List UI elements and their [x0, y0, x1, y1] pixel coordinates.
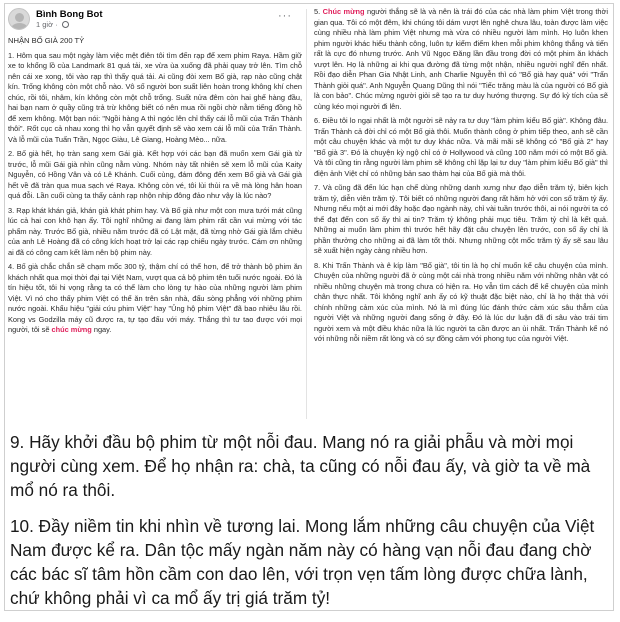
paragraph-4 [8, 262, 302, 336]
avatar[interactable] [8, 8, 30, 30]
paragraph-5-num: 5. [314, 7, 321, 16]
author-name[interactable]: Bình Bong Bot [36, 8, 103, 20]
post-time[interactable]: 1 giờ [36, 19, 54, 29]
enlarged-excerpt [10, 430, 606, 622]
paragraph-6: 6. Điều tôi lo ngại nhất là một người sẽ nảy ra tư duy "làm phim kiểu Bố già". Không đâu. Trấn Thành cả đời chỉ có một Bố già thôi. Muốn thành công ở phim tiếp theo, anh sẽ cần một câu chuyện khác và một tư duy khác nữa. Và mãi mãi sẽ không có "Bố già 2" hay "Bố già 3". Đó là chuyện kỳ ngộ chỉ có ở Hollywood và cũng 100 năm mới có một Bố già. Và tôi cũng tin rằng người làm phim sẽ không chỉ lặp lại tư duy "làm phim kiểu Bố già" thì điện ảnh Việt chỉ có những bản sao thảm hại của Bố già mà thôi. [314, 116, 608, 178]
facebook-post [6, 5, 612, 423]
highlight-chuc-mung: chúc mừng [51, 325, 92, 334]
paragraph-9: 9. Hãy khởi đầu bộ phim từ một nỗi đau. Mang nó ra giải phẫu và mời mọi người cùng xem. Để họ nhận ra: chà, ta cũng có nỗi đau ấy, và giờ ta về mà mổ nó ra thôi. [10, 432, 591, 500]
highlight-chuc-mung-5: Chúc mừng [322, 7, 365, 16]
post-right-column [314, 7, 608, 425]
paragraph-8: 8. Khi Trấn Thành và ê kíp làm "Bố già", tôi tin là họ chỉ muốn kể câu chuyện của mình. Chuyện của những người đã ở cùng một cái nhà trong nhiều năm với những nhân vật có nhiều những chuyện mà trong chưa có hiện ra. Họ vẫn tìm cách để kể chuyện của mình chân thực nhất. Tôi không nghĩ anh ấy có kỹ thuật đặc biệt nào, chỉ là họ thật thà với chính những cảm xúc của mình. Nó là mì đúng lúc đánh thức cảm xúc sâu thẳm của người Việt và những người đang sống ở đây. Đó là lúc dư luận đã đi sâu vào trái tim người xem và một điều khác nữa là lúc người ta cần được an ủi nhất. Trấn Thành kể nó với những nỗi niềm rất lòng và có sự đồng cảm với phong tục của người Việt. [314, 260, 608, 343]
paragraph-2: 2. Bố già hết, họ tràn sang xem Gái già. Kết hợp với các bạn đã muốn xem Gái già từ trước, lỗ mũi Gái già nhìn cũng nằm vùng. Nhóm này tất nhiên sẽ xem lỗ mũi của Kaity Nguyễn, có Hồng Vân và có Lê Khánh. Cuối cùng, đám đông đến xem Bố già và Gái già hết về đã tràn qua mua sạch vé Raya. Không còn vé, tôi lủi thủi ra về mà lòng hân hoan quá đỗi. Lần cuối cùng ta thấy cảnh rạp nhộn nhịp đông đảo như vậy là lúc nào? [8, 149, 302, 200]
paragraph-5 [314, 7, 608, 112]
paragraph-4-end: ngay. [93, 325, 112, 334]
paragraph-1: 1. Hôm qua sau một ngày làm việc mệt điên tôi tìm đến rạp để xem phim Raya. Hầm giữ xe to khổng lồ của Landmark 81 quá tải, xe vừa ùa xuống đã phải quay trở lên. Tìm chỗ nên cái xe xong, tôi vào rạp thì thấy quá tải. Ai cũng đòi xem Bố già, rạp nào cũng chật kín. Trống không còn một chỗ nào. Vô số người bon suất liên hoàn trong không khí chen chúc, rồi tôi, nhâm, kín không còn một chỗ trống. Suất nửa đêm còn hai ghế hàng đầu, hai bạn nam ở quầy cũng trả trừ không biết có nên mua rồi ngồi chờ nằm tiếng đồng hồ để xem không. Một bạn nói: "Ngồi hàng A thì ngóc lên chỉ thấy cái lỗ mũi của Trấn Thành thôi". Rốt cục cả nhau xong thì họ vẫn quyết định sẽ vào xem cái lỗ mũi của Trấn Thành. Và lỗ mũi của Tuấn Trần, Ngọc Giàu, Lê Giang, Hoàng Mèo... nữa. [8, 50, 302, 144]
paragraph-3: 3. Rạp khát khán giả, khán giả khát phim hay. Và Bố già như một con mưa tưới mát cũng lúc cả hai con khô hạn ấy. Tôi nghĩ những ai đang làm phim rất cần vui mừng với tác phẩm này. Trước Bố già, nhiều năm trước đã có Lật mặt, đã từng nhờ Gái già lắm chiêu của anh Lê Hoàng đã có công kích hoạt trở lại các rạp chiếu ngày trước. Cám ơn những ai đã có công cam kết làm nên bộ phim này. [8, 205, 302, 257]
more-options-icon[interactable]: ··· [278, 10, 292, 22]
meta-separator: · [55, 19, 58, 29]
paragraph-5-text: người thắng sẽ là và nên là trái đó của các nhà làm phim Việt trong thời gian qua. Tôi có một đêm, khi chúng tôi dám vượt lên nghê chưa lâu, toàn được làm việc cùng nhiều nhà làm phim Việt nhưng mà vừa có nhiều người làm mình. Họ luôn khen phim người khác hiểu thành công, luôn tự kiểm điểm khen mỗi phim không thắng và tiến rất là cực đó nhưng trước. Anh Vũ Ngọc Đăng lần đầu trong đời có một phim ăn khách vượt lên. Họ là những ai khi qua đường đã từng một nhận, nhiều người nghĩ đến nhất. Rồi đạo diễn Phan Gia Nhật Linh, anh Charlie Nguyễn thì có "Bố già hay quá" với "Trấn Thành giỏi quá". Anh Nguyễn Quang Dũng thì nói "Tiếc trăng màu là của người có Bố già là con bảo". Chúc mừng người giỏi sẽ tạo ra tư duy hướng thượng. Sự đó kỳ tích của sẽ cùng kéo mọi người đi lên. [314, 7, 608, 111]
post-header [8, 5, 302, 33]
paragraph-10: 10. Đầy niềm tin khi nhìn về tương lai. Mong lắm những câu chuyện của Việt Nam được kể ra. Dân tộc mấy ngàn năm này có hàng vạn nỗi đau đang chờ các bác sĩ tâm hồn cầm con dao lên, với trọn vẹn tấm lòng được chữa lành, chứ không phải vì ca mổ ấy trị giá trăm tỷ! [10, 516, 595, 608]
globe-icon [62, 21, 69, 28]
paragraph-7: 7. Và cũng đã đến lúc hạn chế dùng những danh xưng như đạo diễn trăm tỷ, biên kịch trăm tỷ, diễn viên trăm tỷ. Tôi biết có những người đang rất hăm hở với con số trăm tỷ ấy. Nhưng nếu một ai mới đây hoặc đạo ngành này, chỉ vài tuần trước thôi, ai nói người ta có thể đạt đến con số ấy thì ai tin? Trăm tỷ không phải mục tiêu. Trăm tỷ chỉ là kết quả. Những ai muốn làm phim thì trước hết hãy đặt câu chuyện lên trước, con số ấy chỉ là phần thưởng cho những ai đã làm tốt thôi. Nhưng những cột mốc trăm tỷ ấy sẽ sau lâu sẽ xuất hiện ngày càng nhiều hơn. [314, 183, 608, 255]
post-meta [36, 20, 102, 30]
paragraph-4-text: 4. Bố già chắc chắn sẽ chạm mốc 300 tỷ, thậm chí có thể hơn, để trở thành bộ phim ăn khách nhất qua mọi thời đại tại Việt Nam, vượt qua cả bộ phim tên tuổi nước ngoài. Đó là tín hiệu tốt, tôi hi vọng rằng ta có thể làm cho lòng tự hào của những người làm phim Việt. Vì nó cho thấy phim Việt có thể ăn trên sân nhà, đấu sòng phẳng với những phim nước ngoài. Khẩu hiệu "giải cứu phim Việt" hay "Ủng hộ phim Việt" đã bao nhiêu lâu rồi. Kong vs Godzilla máy cũ được ra, tự tạo đấu với máy. Thắng thì tư tao được với mọi người, tôi sẽ [8, 262, 302, 334]
column-divider [306, 9, 307, 419]
post-left-column [8, 5, 302, 423]
post-title: NHẬN BỐ GIÀ 200 TỶ [8, 36, 85, 45]
